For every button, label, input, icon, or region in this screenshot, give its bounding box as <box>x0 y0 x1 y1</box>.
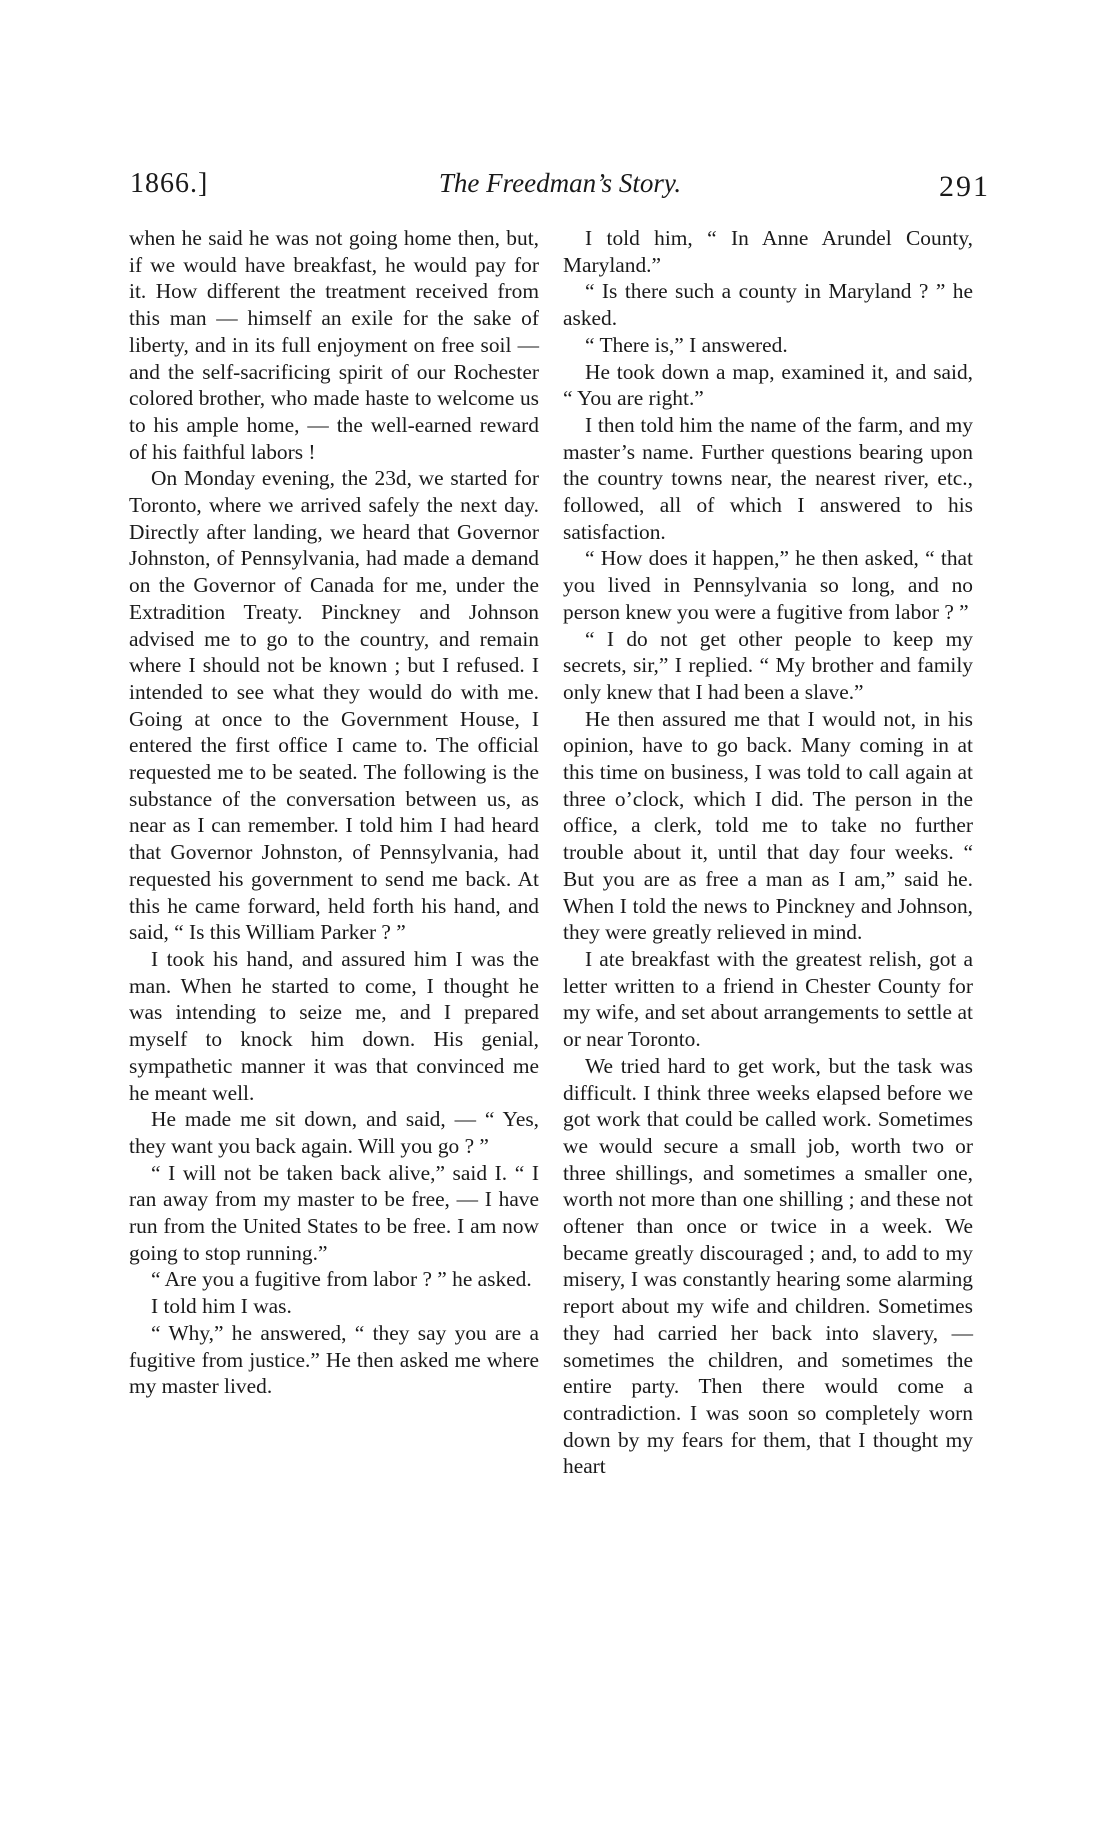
paragraph: “ Is there such a county in Maryland ? ” he asked. <box>563 279 973 331</box>
paragraph: I told him, “ In Anne Arundel County, Maryland.” <box>563 226 973 277</box>
paragraph: “ There is,” I answered. <box>585 332 788 357</box>
paragraph: “ Why,” he answered, “ they say you are a fugitive from justice.” He then asked me where my master lived. <box>129 1320 539 1399</box>
paragraph: I told him I was. <box>151 1294 292 1319</box>
paragraph: He made me sit down, and said, — “ Yes, they want you back again. Will you go ? ” <box>129 1107 539 1158</box>
paragraph: when he said he was not going home then, but, if we would have breakfast, he would pay for it. How different the treatment received from this man — himself an exile for the sake of liberty, and in its full enjoyment on free soil — and the self-sacrificing spirit of our Rochester colored brother, who made haste to welcome us to his ample home, — the well-earned reward of his faithful labors ! <box>129 226 539 464</box>
running-header <box>130 168 990 208</box>
paragraph: “ I will not be taken back alive,” said I. “ I ran away from my master to be free, — I have run from the United States to be free. I am now going to stop running.” <box>129 1160 539 1265</box>
paragraph: On Monday evening, the 23d, we started for Toronto, where we arrived safely the next day. Directly after landing, we heard that Governor Johnston, of Pennsylvania, had made a demand on the Governor of Canada for me, under the Extradition Treaty. Pinckney and Johnson advised me to go to the country, and remain where I should not be known ; but I refused. I intended to see what they would do with me. Going at once to the Government House, I entered the first office I came to. The official requested me to be seated. The following is the substance of the conversation between us, as near as I can remember. I told him I had heard that Governor Johnston, of Pennsylvania, had requested his government to send me back. At this he came forward, held forth his hand, and said, “ Is this William Parker ? ” <box>129 466 539 945</box>
header-title: The Freedman’s Story. <box>438 168 682 198</box>
paragraph: I ate breakfast with the greatest relish, got a letter written to a friend in Chester County for my wife, and set about arrangements to settle at or near Toronto. <box>563 946 973 1052</box>
page-number: 291 <box>939 170 990 203</box>
paragraph: We tried hard to get work, but the task was difficult. I think three weeks elapsed before we got work that could be called work. Sometimes we would secure a small job, worth two or three shillings, and sometimes a smaller one, worth not more than one shilling ; and these not oftener than once or twice in a week. We became greatly discouraged ; and, to add to my misery, I was constantly hearing some alarming report about my wife and children. Sometimes they had carried her back into slavery, — sometimes the children, and sometimes the entire party. Then there would come a contradiction. I was soon so completely worn down by my fears for them, that I thought my heart <box>563 1053 973 1479</box>
paragraph: He took down a map, examined it, and said, “ You are right.” <box>563 359 973 411</box>
paragraph: “ Are you a fugitive from labor ? ” he asked. <box>151 1267 532 1292</box>
paragraph: I then told him the name of the farm, and my master’s name. Further questions bearing upon the country towns near, the nearest river, etc., followed, all of which I answered to his satisfaction. <box>563 412 973 544</box>
paragraph: “ How does it happen,” he then asked, “ that you lived in Pennsylvania so long, and no person knew you were a fugitive from labor ? ” <box>563 546 973 624</box>
header-year: 1866.] <box>130 168 209 199</box>
right-column <box>563 225 973 1480</box>
left-column <box>129 225 539 1400</box>
paragraph: He then assured me that I would not, in his opinion, have to go back. Many coming in at this time on business, I was told to call again at three o’clock, which I did. The person in the office, a clerk, told me to take no further trouble about it, until that day four weeks. “ But you are as free a man as I am,” said he. When I told the news to Pinckney and Johnson, they were greatly relieved in mind. <box>563 706 973 945</box>
paragraph: I took his hand, and assured him I was the man. When he started to come, I thought he was intending to seize me, and I prepared myself to knock him down. His genial, sympathetic manner it was that convinced me he meant well. <box>129 946 539 1105</box>
paragraph: “ I do not get other people to keep my secrets, sir,” I replied. “ My brother and family only knew that I had been a slave.” <box>563 626 973 704</box>
